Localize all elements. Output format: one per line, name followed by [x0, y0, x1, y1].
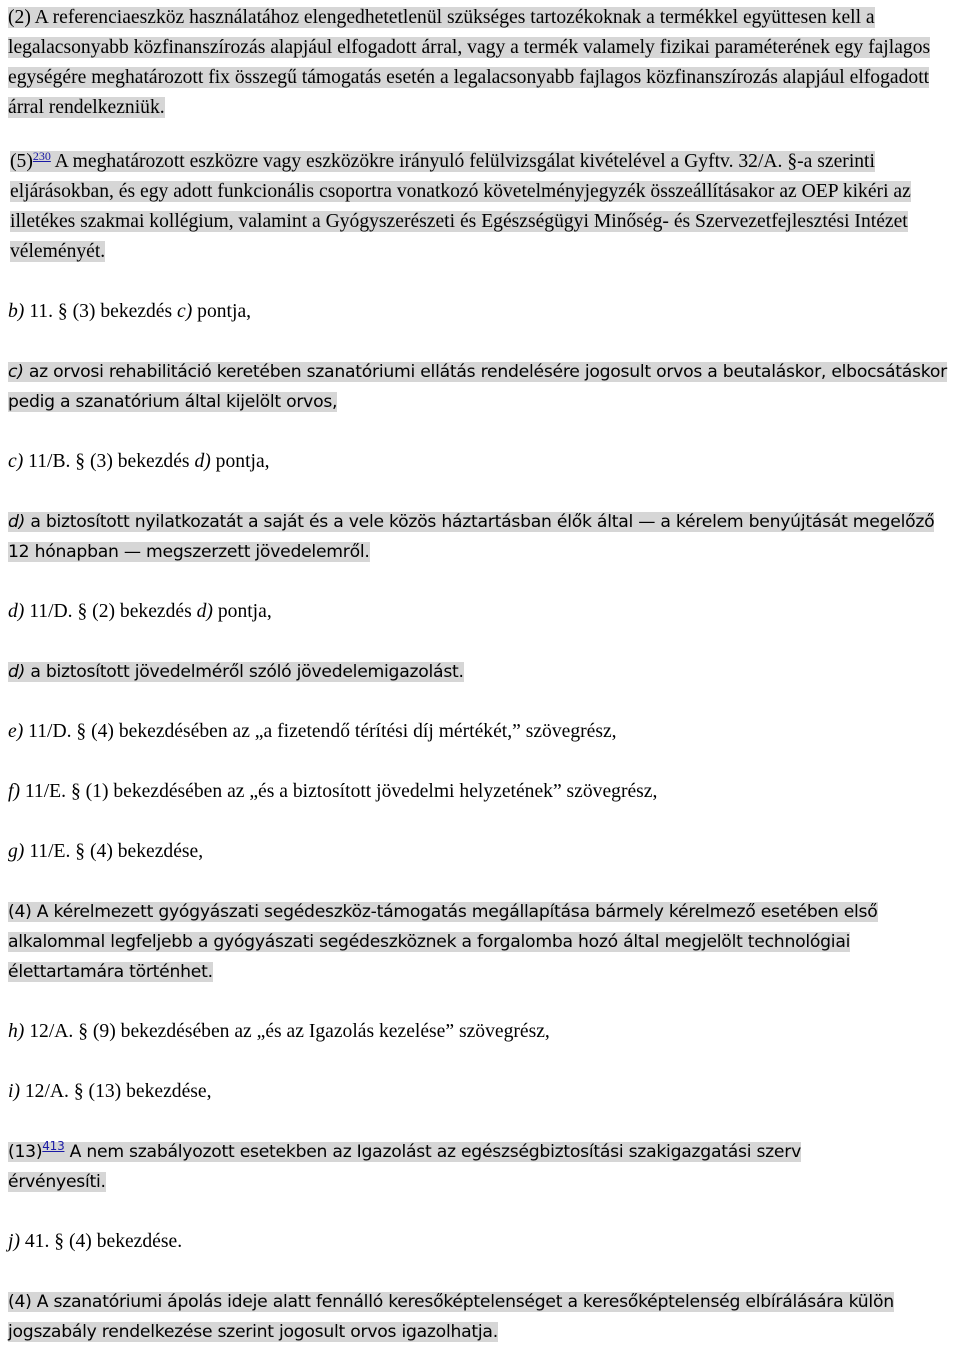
amendment-item-d	[8, 597, 960, 627]
item-text: 12/A. § (13) bekezdése,	[19, 1081, 212, 1102]
item-letter: i)	[8, 1081, 20, 1102]
amendment-item-j	[8, 1227, 960, 1257]
quote-letter: c)	[8, 362, 24, 382]
item-letter: d)	[8, 601, 25, 622]
quote-text: (4) A szanatóriumi ápolás ideje alatt fennálló keresőképtelenséget a keresőképtelenség elbírálására külön jogszabály rendelkezése szerint jogosult orvos igazolhatja.	[8, 1292, 894, 1342]
item-text: 11. § (3) bekezdés	[24, 301, 178, 322]
quoted-text-j	[8, 1287, 960, 1347]
item-tail: pontja,	[212, 601, 272, 622]
paragraph-text: A meghatározott eszközre vagy eszközökre irányuló felülvizsgálat kivételével a Gyftv. 32/A. §-a szerinti eljárásokban, és egy adott funkcionális csoportra vonatkozó követelményjegyzék összeállításakor az OEP kikéri az illetékes szakmai kollégium, valamint a Gyógyszerészeti és Egészségügyi Minőség- és Szervezetfejlesztési Intézet véleményét.	[10, 151, 911, 262]
item-letter: g)	[8, 841, 25, 862]
item-point: c)	[177, 301, 193, 322]
quoted-text-i	[8, 1137, 960, 1197]
item-point: d)	[194, 451, 211, 472]
quoted-text-c	[8, 507, 960, 567]
amendment-item-e	[8, 717, 960, 747]
amendment-item-f	[8, 777, 960, 807]
item-text: 41. § (4) bekezdése.	[19, 1231, 183, 1252]
paragraph-text: (2) A referenciaeszköz használatához elengedhetetlenül szükséges tartozékoknak a termékkel együttesen kell a legalacsonyabb közfinanszírozás alapjául elfogadott árral, vagy a termék valamely fizikai paraméterének egy fajlagos egységére meghatározott fix összegű támogatás esetén a legalacsonyabb fajlagos közfinanszírozás alapjául elfogadott árral rendelkezniük.	[8, 7, 931, 118]
item-text: 11/E. § (1) bekezdésében az „és a biztosított jövedelmi helyzetének” szövegrész,	[19, 781, 658, 802]
paragraph-number: (5)	[10, 151, 33, 172]
footnote-link-230[interactable]: 230	[32, 149, 51, 163]
quote-text: (4) A kérelmezett gyógyászati segédeszköz-támogatás megállapítása bármely kérelmező esetében első alkalommal legfeljebb a gyógyászati segédeszköznek a forgalomba hozó által megjelölt technológiai élettartamára történhet.	[8, 902, 878, 982]
item-letter: e)	[8, 721, 24, 742]
amendment-item-h	[8, 1017, 960, 1047]
item-letter: h)	[8, 1021, 25, 1042]
amendment-item-g	[8, 837, 960, 867]
quoted-text-d	[8, 657, 960, 687]
quote-letter: d)	[8, 512, 26, 532]
quoted-text-g	[8, 897, 960, 987]
paragraph-5-velemeny	[8, 147, 960, 267]
quote-letter: d)	[8, 662, 26, 682]
item-text: 11/D. § (2) bekezdés	[24, 601, 197, 622]
quoted-text-b	[8, 357, 960, 417]
item-text: 11/D. § (4) bekezdésében az „a fizetendő térítési díj mértékét,” szövegrész,	[23, 721, 617, 742]
quote-text: a biztosított nyilatkozatát a saját és a vele közös háztartásban élők által — a kérelem benyújtását megelőző 12 hónapban — megszerzett jövedelemről.	[8, 512, 935, 562]
paragraph-number: (13)	[8, 1142, 43, 1162]
item-tail: pontja,	[192, 301, 252, 322]
quote-text: a biztosított jövedelméről szóló jövedelemigazolást.	[25, 662, 464, 682]
quote-text: az orvosi rehabilitáció keretében szanatóriumi ellátás rendelésére jogosult orvos a beutaláskor, elbocsátáskor pedig a szanatórium által kijelölt orvos,	[8, 362, 947, 412]
item-tail: pontja,	[210, 451, 270, 472]
quote-text-line-1: A nem szabályozott esetekben az Igazolást az egészségbiztosítási szakigazgatási szerv	[64, 1142, 801, 1162]
item-letter: f)	[8, 781, 20, 802]
item-text: 11/B. § (3) bekezdés	[23, 451, 195, 472]
item-letter: j)	[8, 1231, 20, 1252]
amendment-item-b	[8, 297, 960, 327]
item-text: 11/E. § (4) bekezdése,	[24, 841, 204, 862]
item-point: d)	[196, 601, 213, 622]
item-letter: c)	[8, 451, 24, 472]
item-letter: b)	[8, 301, 25, 322]
paragraph-2-tartozekok	[8, 3, 960, 123]
amendment-item-i	[8, 1077, 960, 1107]
quote-text-line-2: érvényesíti.	[8, 1172, 106, 1192]
amendment-item-c	[8, 447, 960, 477]
footnote-link-413[interactable]: 413	[42, 1139, 65, 1153]
item-text: 12/A. § (9) bekezdésében az „és az Igazolás kezelése” szövegrész,	[24, 1021, 550, 1042]
